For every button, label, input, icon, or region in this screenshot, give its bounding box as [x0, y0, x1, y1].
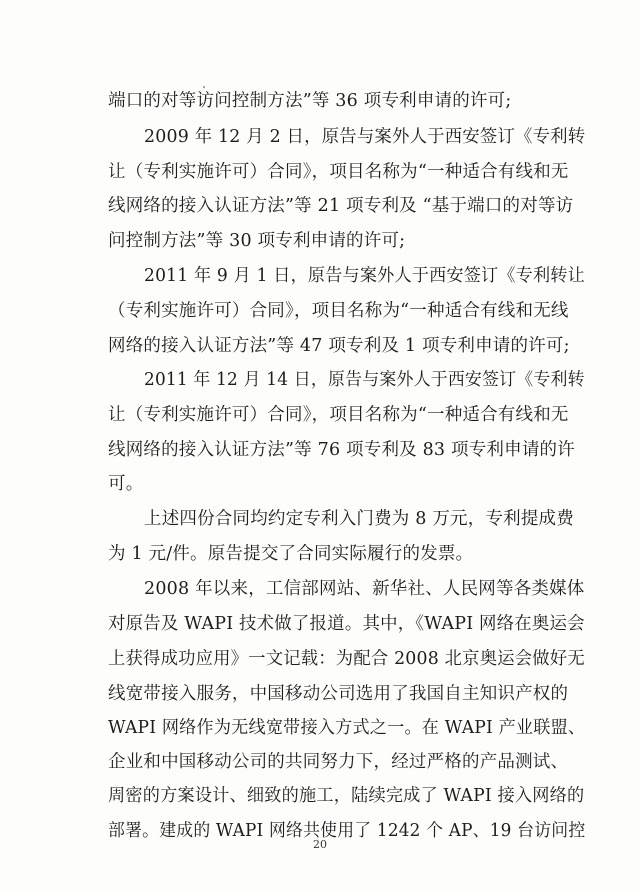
- text-line-7: （专利实施许可）合同》，项目名称为“一种适合有线和无线: [108, 301, 569, 321]
- text-line-20: 企业和中国移动公司的共同努力下，经过严格的产品测试、: [108, 752, 569, 772]
- text-line-19: WAPI 网络作为无线宽带接入方式之一。在 WAPI 产业联盟、: [108, 718, 586, 738]
- text-line-18: 线宽带接入服务，中国移动公司选用了我国自主知识产权的: [108, 684, 569, 704]
- text-line-17: 上获得成功应用》一文记载：为配合 2008 北京奥运会做好无: [108, 649, 585, 669]
- text-line-8: 网络的接入认证方法”等 47 项专利及 1 项专利申请的许可;: [108, 336, 570, 356]
- text-line-10: 让（专利实施许可）合同》，项目名称为“一种适合有线和无: [108, 405, 569, 425]
- text-line-12: 可。: [108, 474, 144, 494]
- text-line-15: 2008 年以来，工信部网站、新华社、人民网等各类媒体: [144, 579, 585, 599]
- text-line-14: 为 1 元/件。原告提交了合同实际履行的发票。: [108, 544, 474, 564]
- text-line-11: 线网络的接入认证方法”等 76 项专利及 83 项专利申请的许: [108, 440, 575, 460]
- text-line-13: 上述四份合同均约定专利入门费为 8 万元，专利提成费: [144, 509, 574, 529]
- text-line-4: 线网络的接入认证方法”等 21 项专利及 “基于端口的对等访: [108, 196, 574, 216]
- text-line-3: 让（专利实施许可）合同》，项目名称为“一种适合有线和无: [108, 162, 569, 182]
- text-line-6: 2011 年 9 月 1 日，原告与案外人于西安签订《专利转让: [144, 266, 585, 286]
- page-number: 20: [313, 838, 327, 851]
- text-line-2: 2009 年 12 月 2 日，原告与案外人于西安签订《专利转: [144, 127, 586, 147]
- text-line-9: 2011 年 12 月 14 日，原告与案外人于西安签订《专利转: [144, 370, 585, 390]
- text-line-21: 周密的方案设计、细致的施工，陆续完成了 WAPI 接入网络的: [108, 786, 585, 806]
- text-line-5: 问控制方法”等 30 项专利申请的许可;: [108, 231, 406, 251]
- text-line-1: 端口的对等访问控制方法”等 36 项专利申请的许可;: [108, 91, 512, 111]
- text-line-16: 对原告及 WAPI 技术做了报道。其中，《WAPI 网络在奥运会: [108, 614, 585, 634]
- text-line-22: 部署。建成的 WAPI 网络共使用了 1242 个 AP、19 台访问控: [108, 821, 586, 841]
